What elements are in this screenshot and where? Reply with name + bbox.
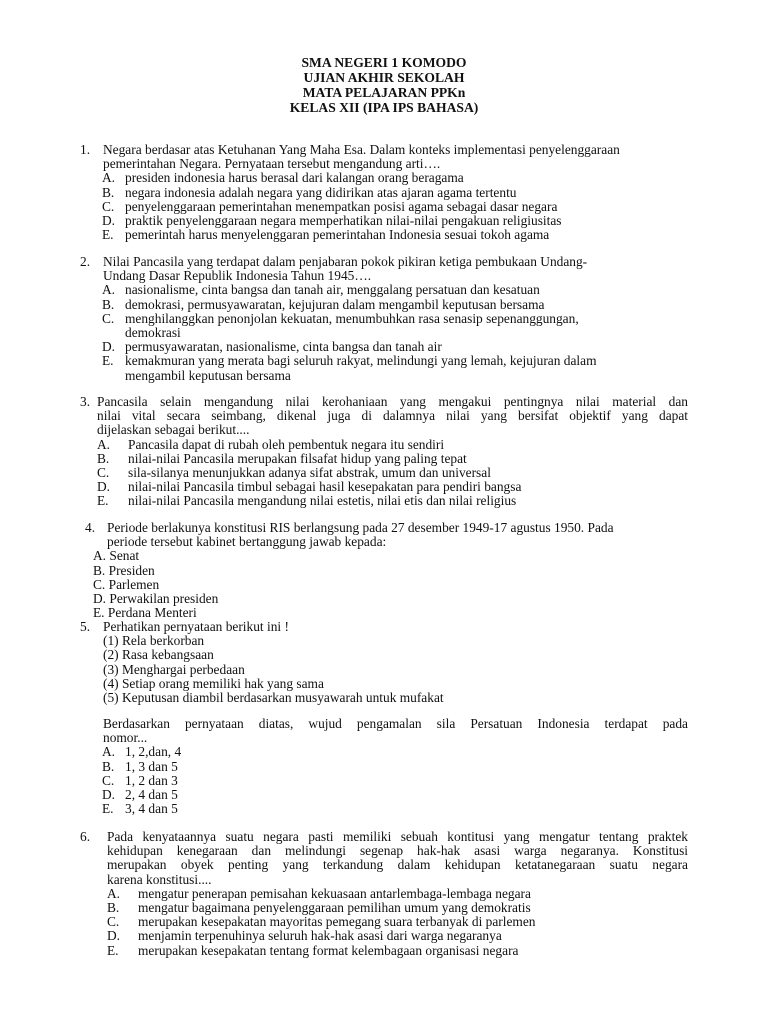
answer-option-d: D. nilai-nilai Pancasila timbul sebagai hasil kesepakatan para pendiri bangsa — [97, 479, 522, 495]
question-text: merupakan obyek penting yang terkandung dalam kehidupan ketatanegaraan suatu negara — [107, 858, 688, 873]
question-text: Pancasila selain mengandung nilai kerohaniaan yang mengakui pentingnya nilai material dan — [97, 395, 688, 409]
answer-option-b: B. mengatur bagaimana penyelenggaraan pemilihan umum yang demokratis — [107, 899, 531, 915]
question-text: karena konstitusi.... — [107, 871, 212, 887]
answer-option-a: A. presiden indonesia harus berasal dari kalangan orang beragama — [102, 170, 464, 186]
subject-title: MATA PELAJARAN PPKn — [302, 85, 466, 100]
answer-option-a: A. 1, 2,dan, 4 — [102, 744, 182, 760]
question-1 — [0, 143, 768, 242]
answer-option-a: A. Senat — [93, 548, 140, 564]
question-text: pemerintahan Negara. Pernyataan tersebut mengandung arti…. — [103, 156, 441, 172]
question-5 — [0, 620, 768, 705]
question-text: Undang Dasar Republik Indonesia Tahun 1945…. — [103, 268, 372, 284]
question-text: Perhatikan pernyataan berikut ini ! — [103, 619, 289, 634]
answer-option-b: B. Presiden — [93, 562, 155, 578]
answer-option-e-cont: mengambil keputusan bersama — [125, 367, 291, 383]
answer-option-c: C. sila-silanya menunjukkan adanya sifat abstrak, umum dan universal — [97, 464, 491, 480]
answer-option-d: D. Perwakilan presiden — [93, 590, 219, 606]
question-number: 2. — [80, 254, 91, 269]
statement-item: (1) Rela berkorban — [103, 633, 205, 649]
answer-option-d: D. menjamin terpenuhinya seluruh hak-hak asasi dari warga negaranya — [107, 928, 502, 944]
answer-option-e: E. 3, 4 dan 5 — [102, 801, 178, 817]
answer-option-c: C. 1, 2 dan 3 — [102, 772, 178, 788]
question-text: Periode berlakunya konstitusi RIS berlangsung pada 27 desember 1949-17 agustus 1950. Pada — [107, 520, 614, 535]
answer-option-c: C. merupakan kesepakatan mayoritas pemegang suara terbanyak di parlemen — [107, 914, 536, 930]
question-5-stem — [0, 717, 768, 816]
answer-option-d: D. praktik penyelenggaraan negara memperhatikan nilai-nilai pengakuan religiusitas — [102, 212, 562, 228]
question-number: 5. — [80, 619, 91, 634]
question-4 — [0, 521, 768, 620]
statement-item: (5) Keputusan diambil berdasarkan musyawarah untuk mufakat — [103, 689, 444, 705]
answer-option-c: C. Parlemen — [93, 576, 160, 592]
answer-option-e: E. Perdana Menteri — [93, 605, 197, 621]
answer-option-b: B. demokrasi, permusyawaratan, kejujuran dalam mengambil keputusan bersama — [102, 296, 545, 312]
answer-option-a: A. nasionalisme, cinta bangsa dan tanah air, menggalang persatuan dan kesatuan — [102, 282, 540, 298]
statement-item: (4) Setiap orang memiliki hak yang sama — [103, 675, 324, 691]
question-text: dijelaskan sebagai berikut.... — [97, 422, 250, 438]
question-text: Negara berdasar atas Ketuhanan Yang Maha Esa. Dalam konteks implementasi penyelenggaraan — [103, 142, 620, 157]
answer-option-d: D. 2, 4 dan 5 — [102, 786, 178, 802]
question-3 — [0, 395, 768, 509]
question-text: Nilai Pancasila yang terdapat dalam penjabaran pokok pikiran ketiga pembukaan Undang- — [103, 254, 588, 269]
question-text: Pada kenyataannya suatu negara pasti memiliki sebuah kontitusi yang mengatur tentang praktek — [107, 830, 688, 844]
school-name: SMA NEGERI 1 KOMODO — [301, 55, 467, 70]
exam-title: UJIAN AKHIR SEKOLAH — [303, 70, 465, 85]
answer-option-d: D. permusyawaratan, nasionalisme, cinta bangsa dan tanah air — [102, 339, 442, 355]
answer-option-a: A. Pancasila dapat di rubah oleh pembentuk negara itu sendiri — [97, 436, 445, 452]
question-6 — [0, 830, 768, 958]
question-text: nomor... — [103, 730, 148, 746]
answer-option-e: E. kemakmuran yang merata bagi seluruh rakyat, melindungi yang lemah, kejujuran dalam — [102, 353, 597, 369]
question-text: Berdasarkan pernyataan diatas, wujud pengamalan sila Persatuan Indonesia terdapat pada — [103, 717, 688, 731]
question-2 — [0, 255, 768, 383]
question-number: 4. — [85, 520, 96, 535]
answer-option-c: C. penyelenggaraan pemerintahan menempatkan posisi agama sebagai dasar negara — [102, 198, 558, 214]
exam-header — [0, 55, 768, 115]
answer-option-b: B. nilai-nilai Pancasila merupakan filsafat hidup yang paling tepat — [97, 450, 467, 466]
answer-option-b: B. 1, 3 dan 5 — [102, 758, 178, 774]
answer-option-e: E. pemerintah harus menyelenggaran pemerintahan Indonesia sesuai tokoh agama — [102, 227, 550, 243]
question-text: periode tersebut kabinet bertanggung jawab kepada: — [107, 534, 387, 550]
answer-option-e: E. nilai-nilai Pancasila mengandung nilai estetis, nilai etis dan nilai religius — [97, 493, 517, 509]
answer-option-e: E. merupakan kesepakatan tentang format kelembagaan organisasi negara — [107, 942, 519, 958]
answer-option-c-cont: demokrasi — [125, 324, 181, 340]
question-text: kehidupan kenegaraan dan melindungi segenap hak-hak asasi warga negaranya. Konstitusi — [107, 844, 688, 859]
question-text: nilai vital secara seimbang, dikenal juga di dalamnya nilai yang bersifat objektif yang dapat — [97, 409, 688, 424]
statement-item: (3) Menghargai perbedaan — [103, 661, 245, 677]
answer-option-a: A. mengatur penerapan pemisahan kekuasaan antarlembaga-lembaga negara — [107, 885, 531, 901]
statement-item: (2) Rasa kebangsaan — [103, 647, 214, 663]
answer-option-c: C. menghilanggkan penonjolan kekuatan, menumbuhkan rasa senasip sepenanggungan, — [102, 310, 579, 326]
question-number: 6. — [80, 829, 91, 844]
question-number: 1. — [80, 142, 91, 157]
answer-option-b: B. negara indonesia adalah negara yang didirikan atas ajaran agama tertentu — [102, 184, 517, 200]
class-title: KELAS XII (IPA IPS BAHASA) — [289, 100, 479, 115]
question-number: 3. — [80, 394, 91, 409]
